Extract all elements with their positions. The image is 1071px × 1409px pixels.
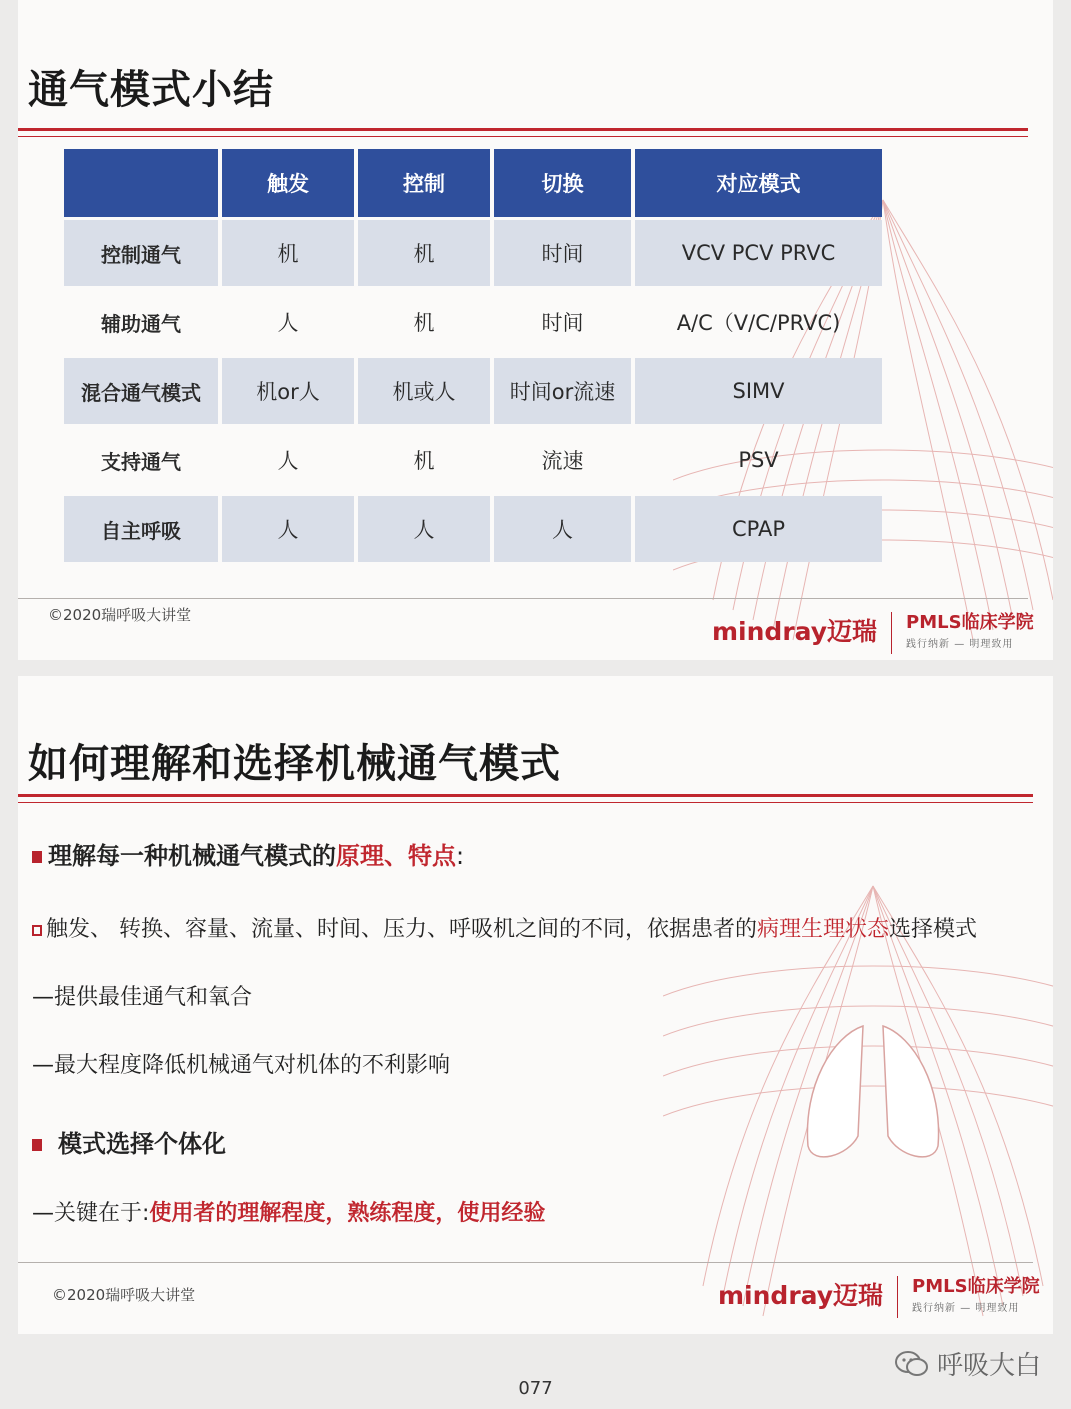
table-cell: 机 — [222, 220, 354, 286]
academy-name: PMLS临床学院 — [912, 1276, 1040, 1297]
table-cell: 人 — [494, 496, 631, 562]
table-cell: 机or人 — [222, 358, 354, 424]
brand-divider — [891, 612, 892, 654]
table-row — [64, 427, 882, 493]
brand-divider — [897, 1276, 898, 1318]
table-cell: 时间or流速 — [494, 358, 631, 424]
copyright-text: ©2020瑞呼吸大讲堂 — [48, 606, 192, 624]
table-cell: 人 — [277, 311, 299, 335]
table-header-cell — [64, 149, 218, 217]
footer-rule — [18, 598, 1028, 599]
table-header-cell: 对应模式 — [635, 149, 882, 217]
row-header: 辅助通气 — [101, 311, 181, 336]
table-cell: CPAP — [635, 496, 882, 562]
wechat-icon — [895, 1350, 929, 1378]
mindray-logo: mindray迈瑞 — [718, 1281, 884, 1310]
academy-motto: 践行纳新 — 明理致用 — [912, 1303, 1020, 1314]
heading-principles: 理解每一种机械通气模式的原理、特点: — [32, 836, 464, 871]
row-header: 支持通气 — [101, 449, 181, 474]
table-cell: PSV — [738, 448, 779, 472]
table-cell: 机 — [358, 220, 490, 286]
table-header-row — [64, 149, 882, 217]
table-row — [64, 220, 882, 286]
page-number: 077 — [518, 1378, 553, 1399]
point-minimize-harm: —最大程度降低机械通气对机体的不利影响 — [32, 1053, 451, 1078]
table-cell: 人 — [222, 496, 354, 562]
academy-block — [906, 612, 1034, 656]
brand-block — [718, 1276, 1040, 1320]
table-cell: 时间 — [541, 311, 584, 335]
table-cell: 机或人 — [358, 358, 490, 424]
academy-block — [912, 1276, 1040, 1320]
hollow-square-bullet-icon — [32, 925, 42, 936]
title-underline-thin — [18, 136, 1028, 137]
table-cell: SIMV — [635, 358, 882, 424]
table-header-cell: 触发 — [222, 149, 354, 217]
academy-motto: 践行纳新 — 明理致用 — [906, 639, 1014, 650]
table-header-cell: 切换 — [494, 149, 631, 217]
square-bullet-icon — [32, 1139, 42, 1151]
mindray-logo: mindray迈瑞 — [712, 617, 878, 646]
row-header: 混合通气模式 — [64, 358, 218, 424]
brand-block — [712, 612, 1034, 656]
watermark-label: 呼吸大白 — [937, 1351, 1042, 1381]
table-cell: 机 — [413, 311, 435, 335]
row-header: 自主呼吸 — [64, 496, 218, 562]
table-cell: VCV PCV PRVC — [635, 220, 882, 286]
table-header-cell: 控制 — [358, 149, 490, 217]
footer-rule — [18, 1262, 1033, 1263]
copyright-text: ©2020瑞呼吸大讲堂 — [52, 1286, 196, 1304]
slide-mode-selection — [18, 676, 1053, 1334]
table-row — [64, 496, 882, 562]
title-underline-thin — [18, 802, 1033, 803]
square-bullet-icon — [32, 851, 42, 863]
row-header: 控制通气 — [64, 220, 218, 286]
title-underline — [18, 794, 1033, 797]
table-cell: 机 — [413, 449, 435, 473]
heading-individualized: 模式选择个体化 — [32, 1124, 226, 1159]
point-ventilation: —提供最佳通气和氧合 — [32, 985, 253, 1010]
table-cell: 时间 — [494, 220, 631, 286]
point-key-factors: —关键在于:使用者的理解程度，熟练程度，使用经验 — [32, 1201, 546, 1226]
ventilation-modes-table — [60, 146, 886, 565]
slide-title: 如何理解和选择机械通气模式 — [28, 741, 561, 787]
table-cell: 人 — [358, 496, 490, 562]
title-underline — [18, 128, 1028, 131]
slide-title: 通气模式小结 — [28, 67, 274, 113]
academy-name: PMLS临床学院 — [906, 612, 1034, 633]
table-cell: 人 — [277, 449, 299, 473]
wechat-watermark — [895, 1345, 1041, 1382]
table-cell: A/C（V/C/PRVC) — [676, 311, 841, 335]
table-cell: 流速 — [541, 449, 584, 473]
table-row — [64, 289, 882, 355]
slide-ventilation-summary — [18, 0, 1053, 660]
table-row — [64, 358, 882, 424]
point-differences: 触发、 转换、容量、流量、时间、压力、呼吸机之间的不同，依据患者的病理生理状态选择模式 — [32, 912, 977, 943]
